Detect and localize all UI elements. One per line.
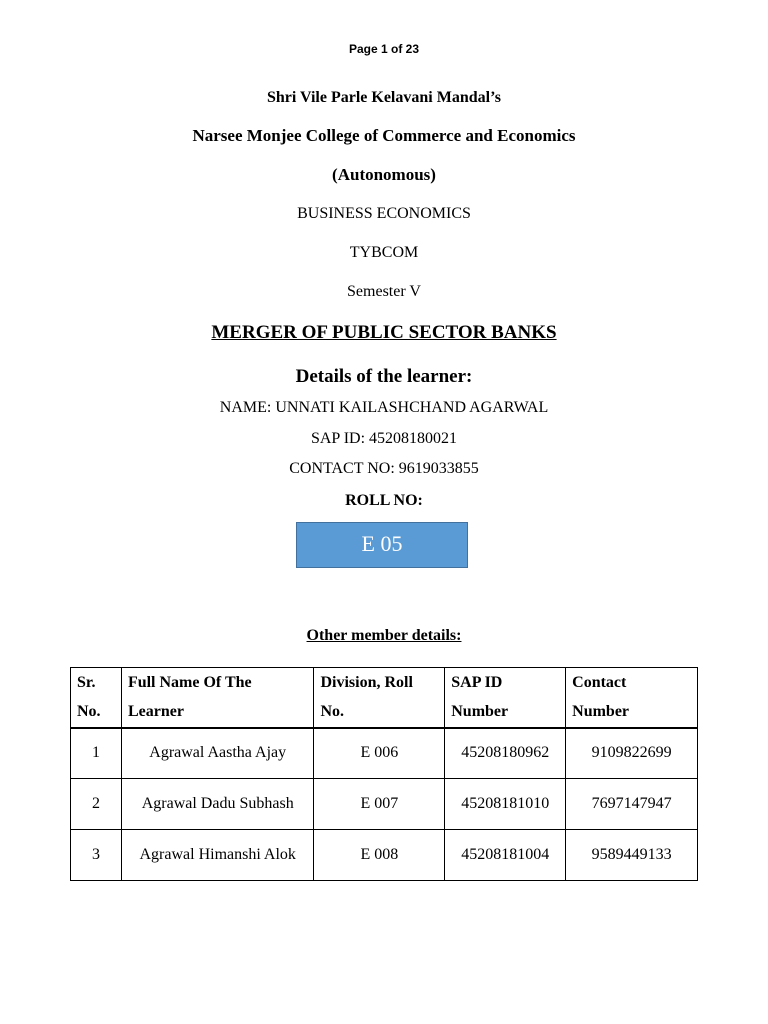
cell-full-name: Agrawal Himanshi Alok xyxy=(121,830,314,881)
cell-sr-no: 1 xyxy=(71,728,122,779)
learner-heading: Details of the learner: xyxy=(295,366,473,387)
roll-number-box: E 05 xyxy=(296,522,468,568)
cell-full-name: Agrawal Dadu Subhash xyxy=(121,779,314,830)
table-row xyxy=(71,779,698,830)
trust-name: Shri Vile Parle Kelavani Mandal’s xyxy=(266,89,502,106)
cell-sr-no: 3 xyxy=(71,830,122,881)
column-header-full-name: Full Name Of The Learner xyxy=(121,668,314,728)
column-header-sap-id: SAP ID Number xyxy=(445,668,566,728)
members-table xyxy=(70,667,698,881)
column-header-contact: Contact Number xyxy=(566,668,698,728)
project-title: MERGER OF PUBLIC SECTOR BANKS xyxy=(211,322,557,343)
cell-sap-id: 45208181010 xyxy=(445,779,566,830)
learner-name: NAME: UNNATI KAILASHCHAND AGARWAL xyxy=(219,399,549,416)
cell-division-roll: E 008 xyxy=(314,830,445,881)
table-row xyxy=(71,830,698,881)
cell-sr-no: 2 xyxy=(71,779,122,830)
class-name: TYBCOM xyxy=(349,244,419,261)
cell-sap-id: 45208180962 xyxy=(445,728,566,779)
semester: Semester V xyxy=(347,283,421,300)
column-header-division-roll: Division, Roll No. xyxy=(314,668,445,728)
cell-contact: 9589449133 xyxy=(566,830,698,881)
members-heading: Other member details: xyxy=(306,627,462,644)
college-status: (Autonomous) xyxy=(332,165,436,184)
subject: BUSINESS ECONOMICS xyxy=(297,205,471,222)
cell-contact: 9109822699 xyxy=(566,728,698,779)
column-header-sr-no: Sr. No. xyxy=(71,668,122,728)
cell-full-name: Agrawal Aastha Ajay xyxy=(121,728,314,779)
college-name: Narsee Monjee College of Commerce and Economics xyxy=(192,126,576,145)
table-row xyxy=(71,728,698,779)
table-header-row xyxy=(71,668,698,728)
cell-division-roll: E 007 xyxy=(314,779,445,830)
cell-contact: 7697147947 xyxy=(566,779,698,830)
learner-sap-id: SAP ID: 45208180021 xyxy=(310,430,458,447)
cell-sap-id: 45208181004 xyxy=(445,830,566,881)
page-indicator: Page 1 of 23 xyxy=(348,42,420,56)
learner-contact: CONTACT NO: 9619033855 xyxy=(289,460,479,477)
cell-division-roll: E 006 xyxy=(314,728,445,779)
roll-label: ROLL NO: xyxy=(345,492,423,509)
